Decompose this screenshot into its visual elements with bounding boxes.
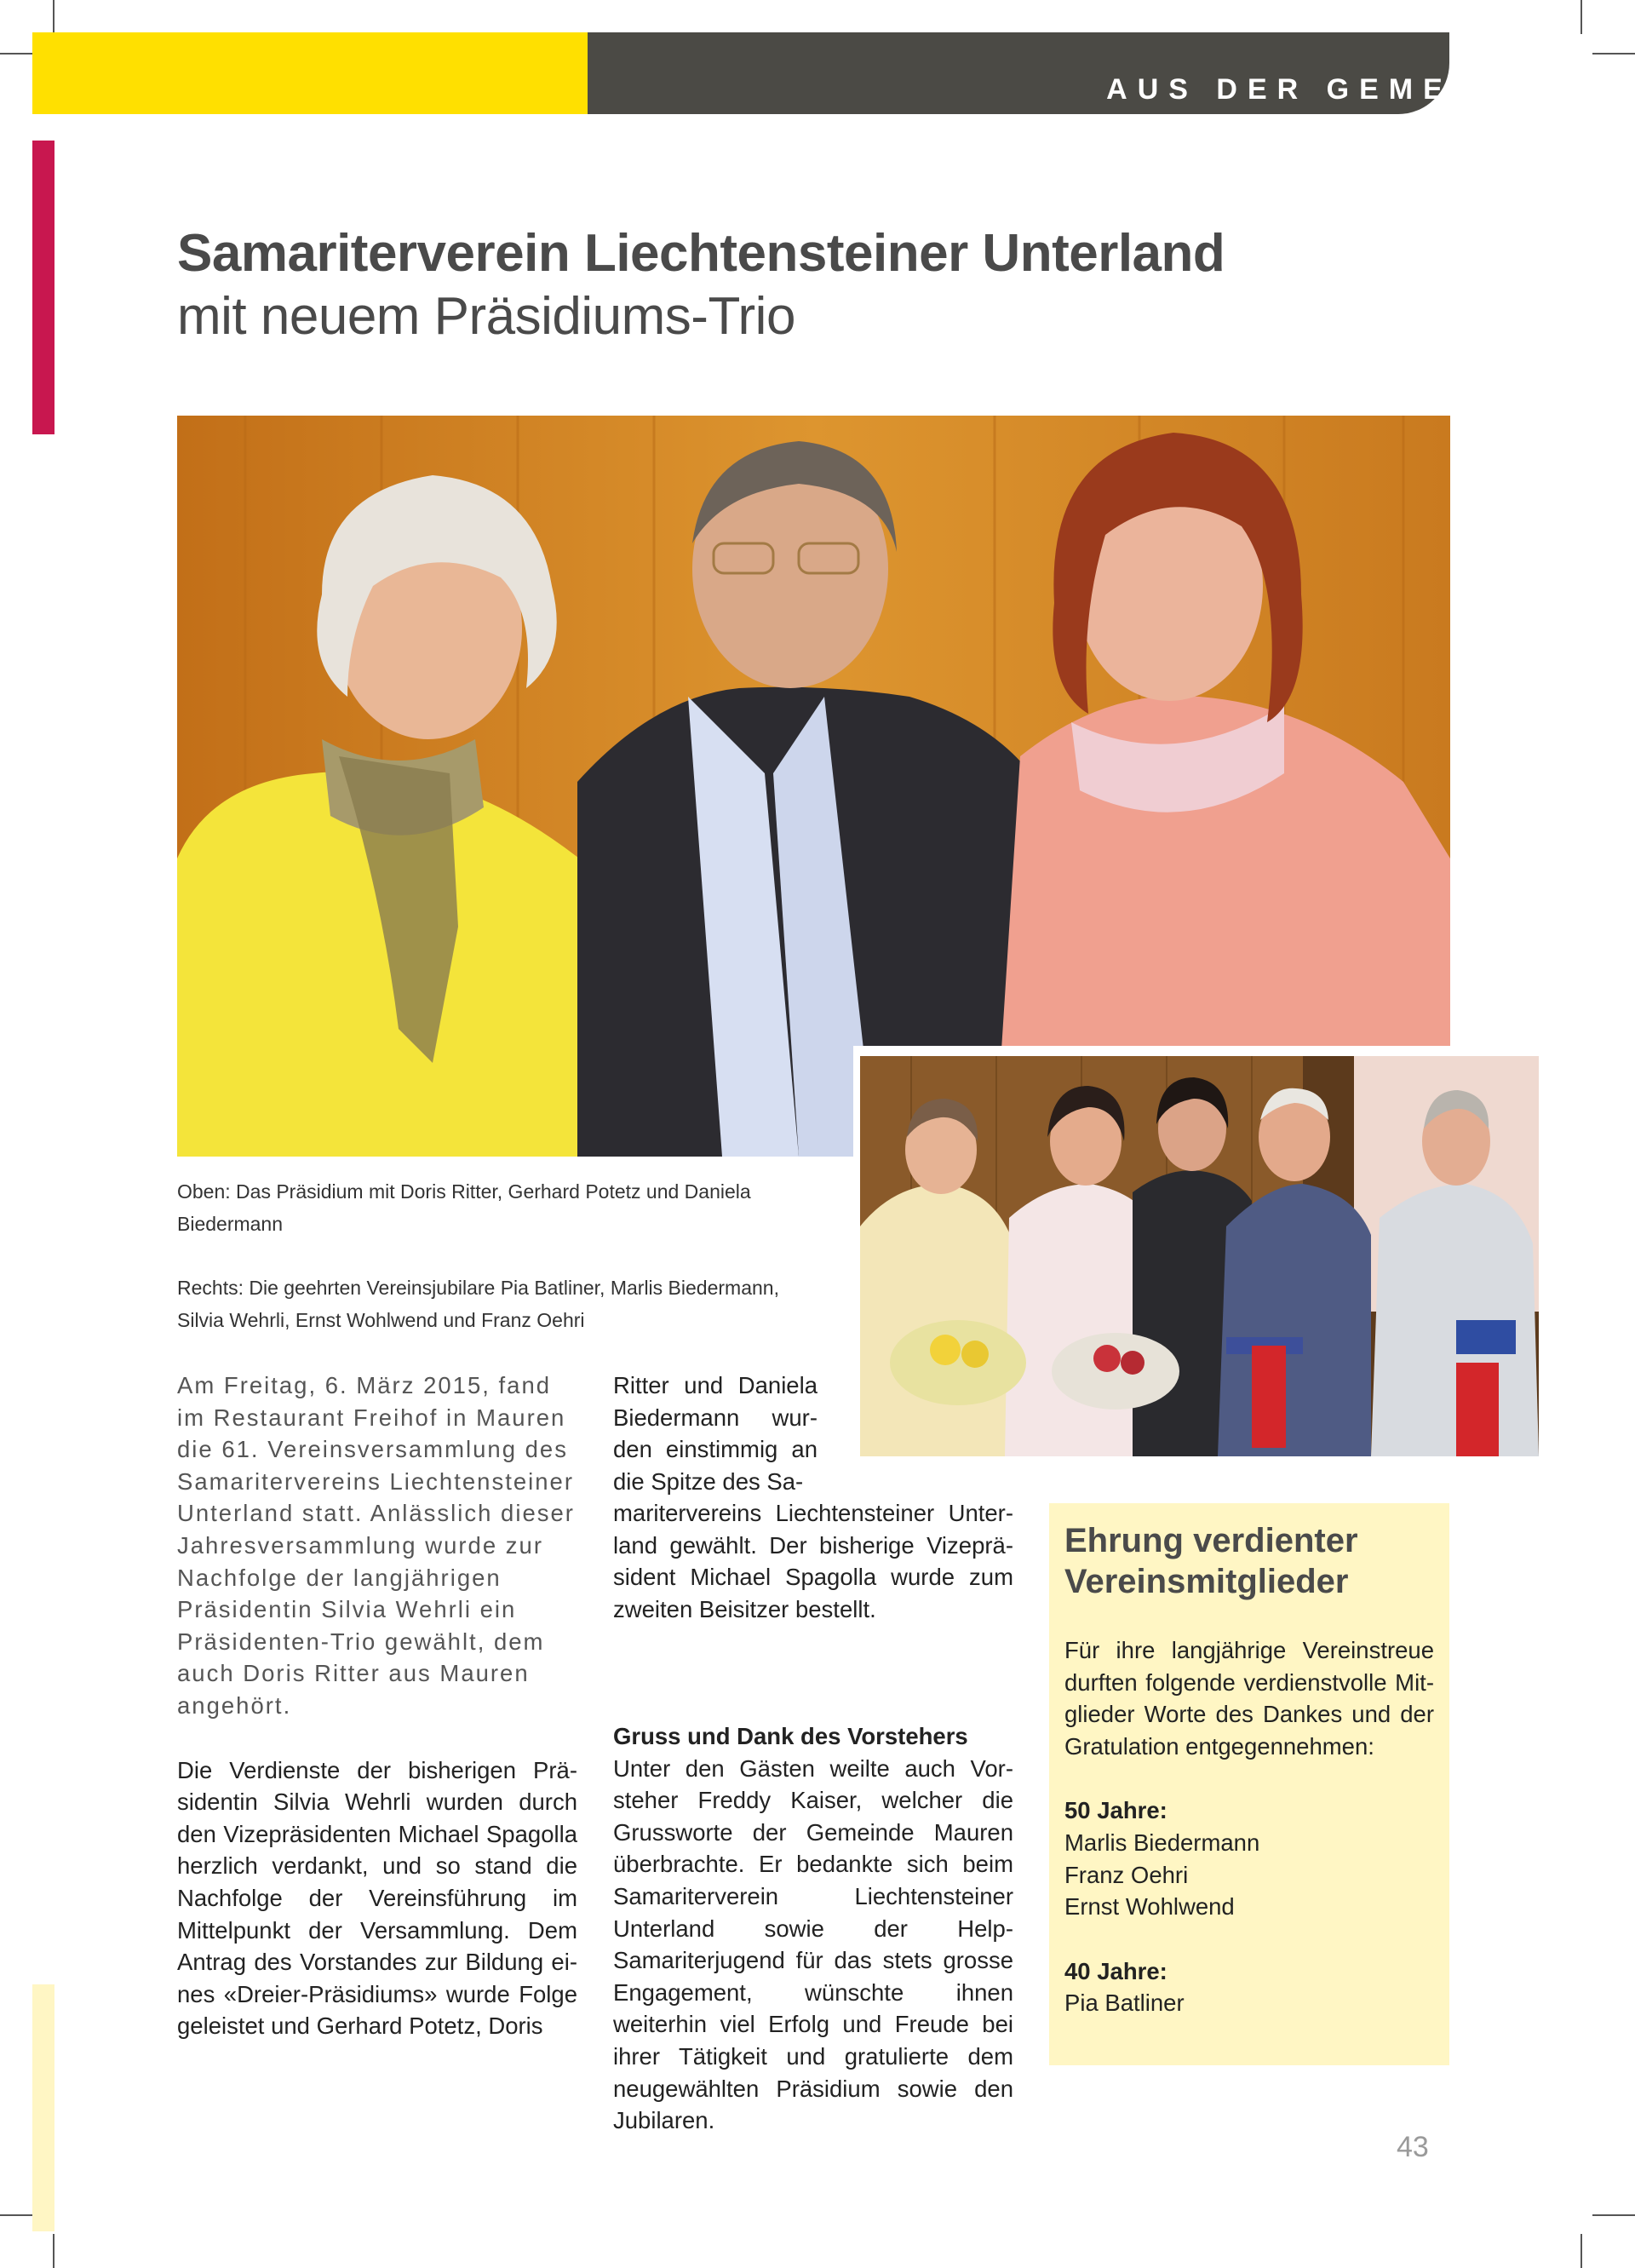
section-subheading: Gruss und Dank des Vorstehers	[613, 1723, 968, 1749]
crop-mark	[1592, 2214, 1635, 2216]
sidebar-title	[1064, 1520, 1434, 1602]
crop-mark	[53, 0, 54, 34]
accent-stripe	[32, 141, 54, 434]
honoree-name: Marlis Biedermann	[1064, 1829, 1260, 1856]
lead-paragraph: Am Freitag, 6. März 2015, fand im Restaurant Freihof in Mauren die 61. Vereinsversammlung des Samaritervereins Liechtensteiner Unterland statt. Anlässlich dieser Jahresversammlung wurde zur Nachfolge der langjährigen Präsidentin Silvia Wehrli ein Präsidenten-Trio gewählt, dem auch Doris Ritter aus Mauren angehört.	[177, 1372, 575, 1719]
sidebar-intro: Für ihre langjährige Vereinstreue durften folgende verdienstvolle Mitglieder Worte des Dankes und der Gratulation entgegennehmen:	[1064, 1637, 1434, 1760]
sidebar-group-heading-50: 50 Jahre:	[1064, 1797, 1167, 1824]
article-column-2-top	[613, 1369, 818, 1497]
honoree-name: Pia Batliner	[1064, 1990, 1185, 2017]
caption-top: Oben: Das Präsidium mit Doris Ritter, Gerhard Potetz und Daniela Biedermann	[177, 1180, 751, 1235]
crop-mark	[1592, 53, 1635, 55]
crop-mark	[1580, 2234, 1582, 2268]
crop-mark	[53, 2234, 54, 2268]
article-column-2-mid	[613, 1497, 1013, 1625]
crop-mark	[0, 53, 34, 55]
honors-sidebar	[1049, 1503, 1449, 2065]
caption-right: Rechts: Die geehrten Vereinsjubilare Pia Batliner, Marlis Biedermann, Silvia Wehrli, Ernst Wohlwend und Franz Oehri	[177, 1277, 779, 1331]
page-title: Samariterverein Liechtensteiner Unterland	[177, 224, 1225, 283]
honoree-name: Franz Oehri	[1064, 1861, 1189, 1888]
crop-mark	[0, 2214, 34, 2216]
sidebar-group-heading-40: 40 Jahre:	[1064, 1957, 1167, 1984]
crop-mark	[1580, 0, 1582, 34]
page-subtitle: mit neuem Präsidiums-Trio	[177, 287, 795, 346]
sidebar-title-line-1: Ehrung verdienter	[1064, 1522, 1358, 1559]
body-paragraph-1-continued: Ritter und Daniela Biedermann wurden einstimmig an die Spitze des Sa-	[613, 1372, 818, 1495]
body-paragraph-1: Die Verdienste der bisherigen Präsidentin Silvia Wehrli wurden durch den Vizepräsidenten Michael Spagolla herzlich verdankt, und so stand die Nachfolge der Vereinsführung im Mittelpunkt der Versammlung. Dem Antrag des Vorstandes zur Bildung eines «Dreier-Präsidiums» wurde Folge geleistet und Gerhard Potetz, Doris	[177, 1756, 577, 2040]
body-paragraph-1-end: maritervereins Liechtensteiner Unterland gewählt. Der bisherige Vizepräsident Michael Spagolla wurde zum zweiten Beisitzer bestellt.	[613, 1500, 1013, 1622]
jubilee-photo	[853, 1046, 1543, 1461]
article-column-1	[177, 1369, 577, 2042]
jubilee-photo-illustration	[860, 1056, 1539, 1456]
section-label: AUS DER GEMEINDE	[1106, 73, 1563, 106]
page-number: 43	[1397, 2131, 1429, 2163]
header-yellow-bar	[32, 32, 588, 114]
accent-stripe-bottom	[32, 1984, 54, 2231]
honoree-name: Ernst Wohlwend	[1064, 1893, 1235, 1921]
article-column-2-bottom	[613, 1720, 1013, 2137]
body-paragraph-2: Unter den Gästen weilte auch Vorsteher Freddy Kaiser, welcher die Grussworte der Gemeinde Mauren überbrachte. Er bedankte sich beim Samariterverein Liechtensteiner Unterland sowie der Help-Samariterjugend für das stets grosse Engagement, wünschte ihnen weiterhin viel Erfolg und Freude bei ihrer Tätigkeit und gratulierte dem neugewählten Präsidium sowie den Jubilaren.	[613, 1754, 1013, 2134]
sidebar-title-line-2: Vereinsmitglieder	[1064, 1563, 1349, 1600]
